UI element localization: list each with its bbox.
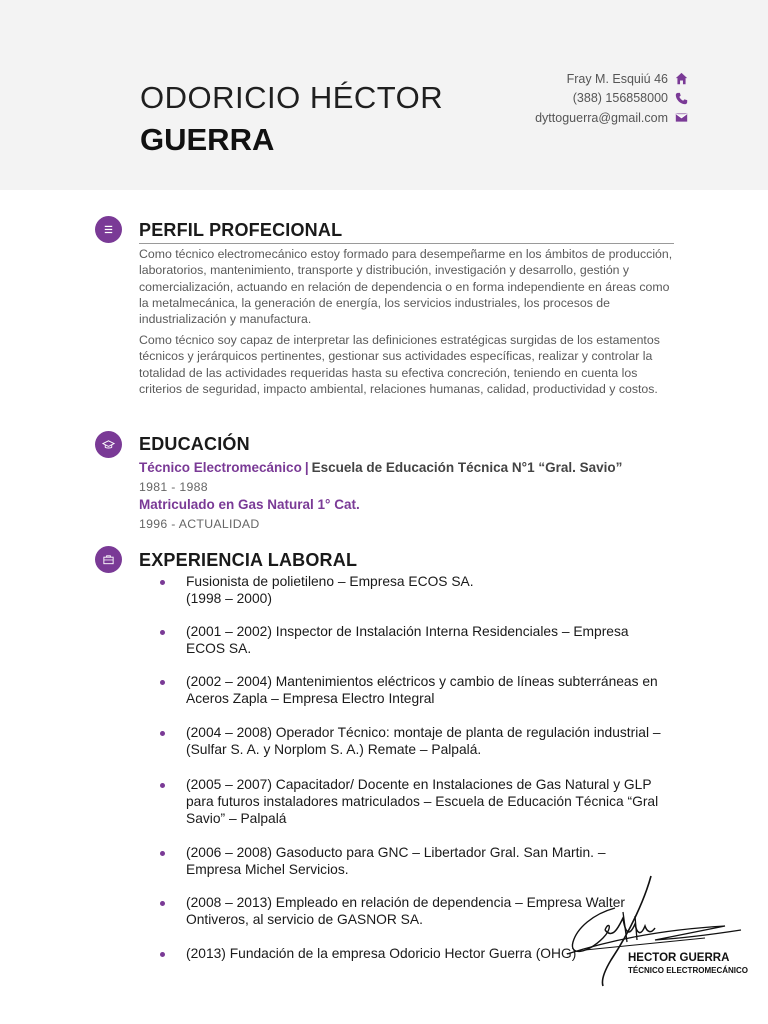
- signature-name: HECTOR GUERRA: [628, 952, 730, 964]
- last-name: GUERRA: [140, 122, 275, 157]
- email-text: dyttoguerra@gmail.com: [535, 110, 668, 125]
- graduation-cap-icon: [95, 431, 122, 458]
- bullet-icon: [160, 731, 165, 736]
- contact-address: [535, 69, 688, 89]
- education-school-1: Escuela de Educación Técnica N°1 “Gral. Savio”: [311, 460, 623, 475]
- list-item: [160, 574, 670, 608]
- profile-paragraph-2: Como técnico soy capaz de interpretar las definiciones estratégicas surgidas de los estamentos técnicos y jerárquicos pertinentes, gestionar sus actividades específicas, realizar y controlar la totalidad de las actividades requeridas hasta su efectiva concreción, teniendo en cuenta los criterios de seguridad, impacto ambiental, relaciones humanas, calidad, productividad y costos.: [139, 333, 660, 396]
- bullet-icon: [160, 580, 165, 585]
- experience-line: (2006 – 2008) Gasoducto para GNC – Libertador Gral. San Martin. –: [186, 845, 606, 860]
- experience-line: (2008 – 2013) Empleado en relación de dependencia – Empresa Walter: [186, 895, 625, 910]
- phone-icon: [674, 91, 688, 105]
- list-item: [160, 777, 670, 827]
- experience-line: para futuros instaladores matriculados – Escuela de Educación Técnica “Gral: [186, 793, 659, 809]
- experience-line: (2002 – 2004) Mantenimientos eléctricos y cambio de líneas subterráneas en: [186, 674, 658, 689]
- bullet-icon: [160, 680, 165, 685]
- experience-line: Ontiveros, al servicio de GASNOR SA.: [186, 911, 423, 927]
- bullet-icon: [160, 783, 165, 788]
- education-entry-1: [139, 460, 622, 475]
- bullet-icon: [160, 630, 165, 635]
- experience-line: Empresa Michel Servicios.: [186, 861, 349, 877]
- first-name: ODORICIO HÉCTOR: [140, 80, 444, 115]
- profile-paragraph-1: Como técnico electromecánico estoy formado para desempeñarme en los ámbitos de producción, laboratorios, mantenimiento, transporte y distribución, investigación y desarrollo, gestión y comercialización, actuando en relación de dependencia o en forma independiente en áreas como la metalmecánica, la generación de energía, los servicios industriales, los procesos de industrialización y manufactura.: [139, 247, 673, 327]
- bullet-icon: [160, 901, 165, 906]
- list-item: [160, 725, 670, 759]
- email-icon: [674, 111, 688, 125]
- education-separator: |: [304, 460, 309, 475]
- profile-title: PERFIL PROFECIONAL: [139, 220, 343, 240]
- phone-text: (388) 156858000: [572, 91, 668, 106]
- education-dates-2: 1996 - ACTUALIDAD: [139, 517, 260, 531]
- education-dates-1: 1981 - 1988: [139, 480, 208, 494]
- experience-line: ECOS SA.: [186, 640, 252, 656]
- experience-line: (1998 – 2000): [186, 590, 272, 606]
- experience-line: Savio” – Palpalá: [186, 810, 287, 826]
- experience-line: (2004 – 2008) Operador Técnico: montaje de planta de regulación industrial –: [186, 725, 661, 740]
- list-item: [160, 674, 670, 708]
- education-title: EDUCACIÓN: [139, 434, 250, 454]
- signature-image: [565, 868, 750, 988]
- experience-line: Fusionista de polietileno – Empresa ECOS SA.: [186, 574, 474, 589]
- experience-line: (Sulfar S. A. y Norplom S. A.) Remate – Palpalá.: [186, 741, 482, 757]
- contact-email: [535, 108, 688, 128]
- bullet-icon: [160, 851, 165, 856]
- contact-phone: [535, 89, 688, 109]
- experience-line: Aceros Zapla – Empresa Electro Integral: [186, 690, 435, 706]
- list-item: [160, 624, 670, 658]
- education-degree-1: Técnico Electromecánico: [139, 460, 302, 475]
- contact-block: [535, 69, 688, 128]
- experience-title: EXPERIENCIA LABORAL: [139, 550, 358, 570]
- list-icon: [95, 216, 122, 243]
- briefcase-icon: [95, 546, 122, 573]
- profile-divider: [139, 243, 674, 244]
- bullet-icon: [160, 952, 165, 957]
- signature-title: TÉCNICO ELECTROMECÁNICO: [628, 966, 748, 975]
- experience-line: (2001 – 2002) Inspector de Instalación Interna Residenciales – Empresa: [186, 624, 629, 639]
- experience-line: (2005 – 2007) Capacitador/ Docente en Instalaciones de Gas Natural y GLP: [186, 777, 652, 792]
- experience-line: (2013) Fundación de la empresa Odoricio Hector Guerra (OHG): [186, 946, 577, 961]
- home-icon: [674, 72, 688, 86]
- education-degree-2: Matriculado en Gas Natural 1° Cat.: [139, 497, 360, 512]
- education-entry-2: [139, 497, 360, 512]
- address-text: Fray M. Esquiú 46: [566, 71, 668, 86]
